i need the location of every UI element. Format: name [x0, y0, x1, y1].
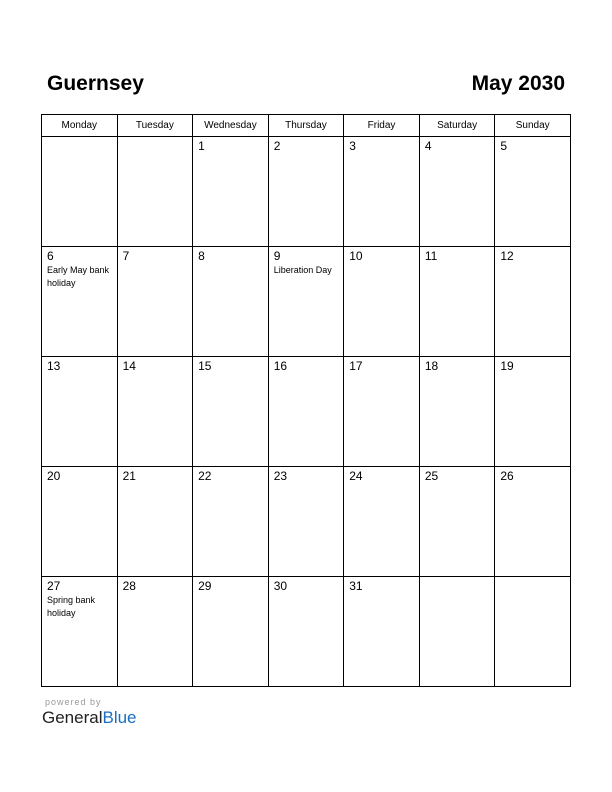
weekday-tuesday: Tuesday [117, 115, 193, 137]
holiday-label [344, 153, 419, 154]
day-cell [344, 357, 420, 467]
powered-by-text: powered by [45, 697, 102, 707]
day-cell [42, 467, 118, 577]
holiday-label: Liberation Day [273, 265, 332, 275]
day-cell [268, 247, 344, 357]
day-number: 29 [198, 579, 212, 593]
day-number: 18 [424, 359, 439, 373]
day-cell [344, 137, 420, 247]
day-cell [117, 357, 193, 467]
day-number: 6 [47, 249, 54, 263]
day-number: 4 [424, 139, 432, 153]
day-number: 16 [273, 359, 288, 373]
day-number: 13 [47, 359, 61, 373]
holiday-label [193, 373, 268, 374]
holiday-label [269, 153, 344, 154]
day-number: 31 [349, 579, 363, 593]
holiday-label [118, 593, 193, 594]
day-cell [117, 577, 193, 687]
holiday-label [118, 483, 193, 484]
holiday-label [42, 140, 117, 141]
day-cell [117, 247, 193, 357]
day-number: 26 [500, 469, 514, 483]
day-cell [193, 247, 269, 357]
week-row [42, 247, 571, 357]
holiday-label [269, 373, 344, 374]
week-row [42, 467, 571, 577]
day-number: 9 [273, 249, 281, 263]
week-row [42, 137, 571, 247]
day-number: 15 [198, 359, 212, 373]
holiday-label [193, 263, 268, 264]
day-cell [268, 137, 344, 247]
day-number: 21 [122, 469, 136, 483]
holiday-label [193, 483, 268, 484]
day-cell [344, 577, 420, 687]
weekday-wednesday: Wednesday [193, 115, 269, 137]
holiday-label [495, 263, 570, 264]
weekday-saturday: Saturday [419, 115, 495, 137]
day-cell [419, 467, 495, 577]
holiday-label [420, 153, 495, 154]
holiday-label [42, 373, 117, 374]
holiday-label [344, 263, 419, 264]
weekday-sunday: Sunday [495, 115, 571, 137]
day-cell [42, 247, 118, 357]
generalblue-logo [42, 708, 137, 728]
day-cell [193, 467, 269, 577]
day-number: 25 [424, 469, 439, 483]
holiday-label [269, 483, 344, 484]
holiday-label [420, 263, 495, 264]
day-cell [193, 357, 269, 467]
day-cell [268, 357, 344, 467]
holiday-label [193, 153, 268, 154]
weekday-header-row [42, 115, 571, 137]
day-cell [495, 577, 571, 687]
day-number: 28 [122, 579, 136, 593]
day-number: 8 [198, 249, 205, 263]
holiday-label [495, 580, 570, 581]
day-number: 22 [198, 469, 212, 483]
week-row [42, 577, 571, 687]
day-cell [117, 137, 193, 247]
holiday-label [344, 483, 419, 484]
day-cell [419, 357, 495, 467]
day-number: 12 [500, 249, 514, 263]
day-number: 30 [273, 579, 288, 593]
day-number: 14 [122, 359, 136, 373]
day-cell [495, 467, 571, 577]
day-number: 3 [349, 139, 356, 153]
day-number: 24 [349, 469, 363, 483]
day-cell [419, 577, 495, 687]
weekday-friday: Friday [344, 115, 420, 137]
calendar-header [47, 72, 565, 98]
holiday-label [193, 593, 268, 594]
day-number: 5 [500, 139, 508, 153]
holiday-label [495, 153, 570, 154]
day-number: 27 [47, 579, 61, 593]
holiday-label [344, 373, 419, 374]
day-cell [268, 577, 344, 687]
holiday-label [42, 483, 117, 484]
holiday-label [420, 580, 495, 581]
day-cell [419, 137, 495, 247]
country-title: Guernsey [47, 72, 144, 95]
day-number: 23 [273, 469, 288, 483]
day-cell [419, 247, 495, 357]
brand-general: General [42, 708, 103, 727]
holiday-label [118, 263, 193, 264]
weekday-monday: Monday [42, 115, 118, 137]
weekday-thursday: Thursday [268, 115, 344, 137]
day-number: 11 [424, 249, 438, 263]
holiday-label [495, 483, 570, 484]
holiday-label [420, 373, 495, 374]
day-number: 2 [273, 139, 281, 153]
day-cell [268, 467, 344, 577]
calendar-grid [41, 114, 571, 687]
day-cell [495, 137, 571, 247]
footer [42, 697, 137, 728]
day-number: 17 [349, 359, 363, 373]
day-cell [495, 357, 571, 467]
day-cell [344, 467, 420, 577]
holiday-label [269, 593, 344, 594]
day-cell [495, 247, 571, 357]
month-year-title: May 2030 [471, 72, 565, 95]
day-number: 7 [122, 249, 130, 263]
day-cell [42, 577, 118, 687]
day-cell [42, 357, 118, 467]
brand-blue: Blue [102, 708, 137, 727]
holiday-label [118, 373, 193, 374]
holiday-label: Early May bank holiday [47, 265, 110, 288]
day-cell [193, 137, 269, 247]
holiday-label [118, 140, 193, 141]
day-number: 19 [500, 359, 514, 373]
holiday-label [420, 483, 495, 484]
day-number: 20 [47, 469, 61, 483]
day-cell [193, 577, 269, 687]
day-cell [117, 467, 193, 577]
week-row [42, 357, 571, 467]
day-number: 1 [198, 139, 205, 153]
day-cell [42, 137, 118, 247]
holiday-label [344, 593, 419, 594]
holiday-label: Spring bank holiday [47, 595, 96, 618]
day-number: 10 [349, 249, 363, 263]
day-cell [344, 247, 420, 357]
holiday-label [495, 373, 570, 374]
